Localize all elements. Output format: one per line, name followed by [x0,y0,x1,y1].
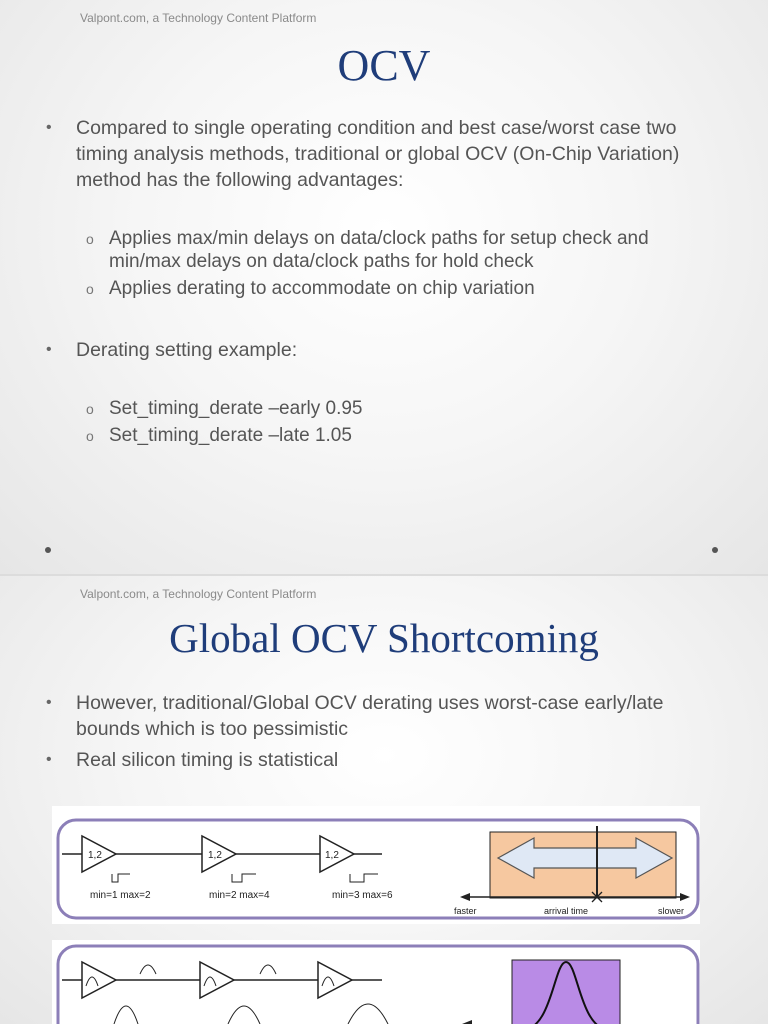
distribution-icon [260,965,276,974]
gate-caption: min=1 max=2 [90,890,151,901]
slide-corner-dot [712,547,718,553]
pulse-icon [112,874,130,882]
slide-global-ocv-shortcoming [0,576,768,1024]
diagram-minmax [52,806,700,924]
buffer-gate [200,962,234,998]
distribution-icon [140,965,156,974]
bullet-item [46,337,728,363]
buffer-gate [82,962,116,998]
bullet-item [46,747,728,773]
sub-bullet-text: Applies derating to accommodate on chip variation [109,278,535,299]
bullet-dot: • [46,694,52,711]
sub-bullet-text: Set_timing_derate –early 0.95 [109,398,363,419]
buffer-gate [202,836,236,872]
bullet-dot: • [46,341,52,358]
statistical-window [512,960,620,1024]
sub-bullet-marker: o [86,428,94,444]
axis-label-arrival-time: arrival time [544,906,589,916]
bullet-item [46,115,728,193]
sub-bullet-text: Applies max/min delays on data/clock paths for setup check and min/max delays on data/clock paths for hold check [109,228,649,272]
sub-bullet-marker: o [86,281,94,297]
axis-label-slower: slower [658,906,685,916]
sub-bullet-item [86,277,724,301]
diagram-statistical [52,940,700,1024]
bullet-item [46,690,728,742]
sub-bullet-text: Set_timing_derate –late 1.05 [109,425,352,446]
bullet-dot: • [46,119,52,136]
distribution-icon [114,1006,138,1024]
pulse-icon [350,874,378,882]
slide-title: Global OCV Shortcoming [169,615,599,661]
gate-caption: min=2 max=4 [209,890,270,901]
bullet-text: However, traditional/Global OCV derating uses worst-case early/late bounds which is too pessimistic [76,692,664,740]
watermark: Valpont.com, a Technology Content Platform [80,587,317,601]
buffer-gate [320,836,354,872]
sub-bullet-item [86,227,724,273]
axis-label-faster: faster [454,906,477,916]
bullet-text: Derating setting example: [76,339,298,361]
gate-delay-label: 1,2 [325,850,339,861]
bullet-dot: • [46,751,52,768]
sub-bullet-item [86,424,724,448]
distribution-icon [228,1006,260,1024]
gate-delay-label: 1,2 [88,850,102,861]
slide-title: OCV [337,41,431,90]
slide-corner-dot [45,547,51,553]
gate-delay-label: 1,2 [208,850,222,861]
distribution-icon [348,1004,388,1024]
sub-bullet-marker: o [86,231,94,247]
watermark: Valpont.com, a Technology Content Platform [80,11,317,25]
axis-arrow-left-icon [462,1020,472,1024]
axis-arrow-right-icon [680,893,690,901]
pulse-icon [232,874,256,882]
bullet-text: Compared to single operating condition and best case/worst case two timing analysis methods, traditional or global OCV (On-Chip Variation) method has the following advantages: [76,117,680,191]
gate-caption: min=3 max=6 [332,890,393,901]
sub-bullet-marker: o [86,401,94,417]
buffer-gate [318,962,352,998]
buffer-gate [82,836,116,872]
bullet-text: Real silicon timing is statistical [76,749,339,771]
axis-arrow-left-icon [460,893,470,901]
sub-bullet-item [86,397,724,421]
